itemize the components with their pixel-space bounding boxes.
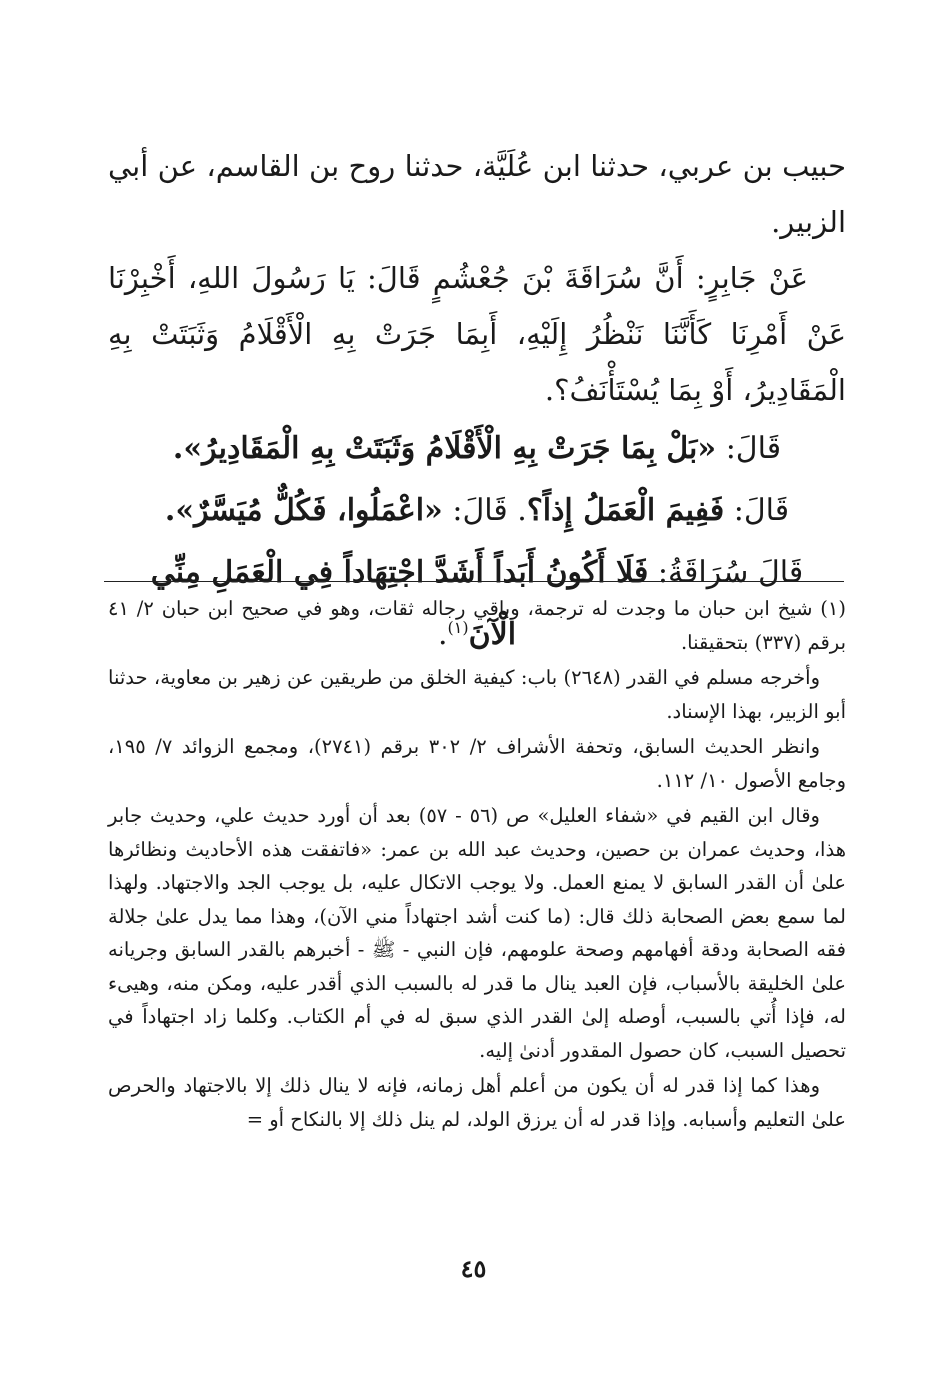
footnote-ibn-qayyim: وقال ابن القيم في «شفاء العليل» ص (٥٦ - ٥٧) بعد أن أورد حديث علي، وحديث جابر هذا، وحديث عمران بن حصين، وحديث عبد الله بن عمر: «فاتفقت هذه الأحاديث ونظائرها علىٰ أن القدر السابق لا يمنع العمل. ولا يوجب الاتكال عليه، بل يوجب الجد والاجتهاد. ولهذا لما سمع بعض الصحابة ذلك قال: (ما كنت أشد اجتهاداً مني الآن)، وهذا مما يدل علىٰ جلالة فقه الصحابة ودقة أفهامهم وصحة علومهم، فإن النبي - ﷺ - أخبرهم بالقدر السابق وجريانه علىٰ الخليقة بالأسباب، فإن العبد ينال ما قدر له بالسبب الذي أقدر عليه، ومكن منه، وهيىء له، فإذا أُتي بالسبب، أوصله إلىٰ القدر الذي سبق له في أم الكتاب. وكلما زاد اجتهاداً في تحصيل السبب، كان حصول المقدور أدنىٰ إليه.: [108, 804, 846, 1062]
prophet-answer-1: «بَلْ بِمَا جَرَتْ بِهِ الْأَقْلَامُ وَثَبَتَتْ بِهِ الْمَقَادِيرُ».: [172, 431, 717, 466]
question-2: فَفِيمَ الْعَمَلُ إِذاً؟: [526, 493, 725, 528]
answer-line-1: [108, 418, 846, 480]
suraqa-said-label: قَالَ سُرَاقَةُ:: [648, 555, 804, 590]
footnotes: [108, 592, 846, 1138]
isnad-paragraph: حبيب بن عربي، حدثنا ابن عُلَيَّة، حدثنا روح بن القاسم، عن أبي الزبير.: [108, 149, 846, 239]
page-number: ٤٥: [460, 1254, 487, 1283]
footnote-refs: وانظر الحديث السابق، وتحفة الأشراف ٢/ ٣٠٢ برقم (٢٧٤١)، ومجمع الزوائد ٧/ ١٩٥، وجامع الأصول ١٠/ ١١٢.: [108, 735, 846, 792]
question-paragraph: عَنْ جَابِرٍ: أَنَّ سُرَاقَةَ بْنَ جُعْشُمٍ قَالَ: يَا رَسُولَ اللهِ، أَخْبِرْنَا عَنْ أَمْرِنَا كَأَنَّنَا نَنْظُرُ إِلَيْهِ، أَبِمَا جَرَتْ بِهِ الْأَقْلَامُ وَثَبَتَتْ بِهِ الْمَقَادِيرُ، أَوْ بِمَا يُسْتَأْنَفُ؟.: [108, 261, 846, 407]
answer-line-2: [108, 480, 846, 542]
footnote-continuation: وهذا كما إذا قدر له أن يكون من أعلم أهل زمانه، فإنه لا ينال ذلك إلا بالاجتهاد والحرص علىٰ التعليم وأسبابه. وإذا قدر له أن يرزق الولد، لم ينل ذلك إلا بالنكاح أو =: [108, 1074, 846, 1131]
hadith-text: [108, 138, 846, 666]
footnote-muslim: وأخرجه مسلم في القدر (٢٦٤٨) باب: كيفية الخلق من طريقين عن زهير بن معاوية، حدثنا أبو الزبير، بهذا الإسناد.: [108, 666, 846, 723]
said-label: قَالَ:: [724, 493, 790, 528]
footnote-divider: [104, 581, 844, 582]
suraqa-statement: فَلَا أَكُونُ أَبَداً أَشَدَّ اجْتِهَاداً فِي الْعَمَلِ مِنِّي الْآنَ: [150, 555, 649, 652]
footnote-marker: (١): [447, 618, 469, 637]
footnote-1: (١) شيخ ابن حبان ما وجدت له ترجمة، وباقي رجاله ثقات، وهو في صحيح ابن حبان ٢/ ٤١ برقم (٣٣٧) بتحقيقنا.: [108, 597, 846, 654]
said-label-2: . قَالَ:: [442, 493, 527, 528]
end-period: .: [437, 617, 448, 652]
said-label: قَالَ:: [716, 431, 782, 466]
prophet-answer-2: «اعْمَلُوا، فَكُلٌّ مُيَسَّرٌ».: [164, 493, 443, 528]
